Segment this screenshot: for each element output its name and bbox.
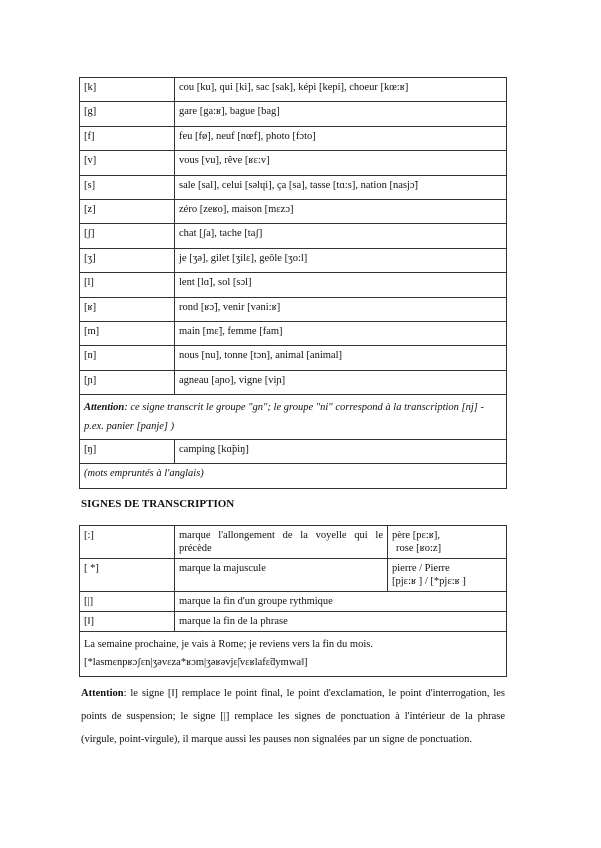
phoneme-examples: lent [lɑ̃], sol [sɔl] <box>175 273 507 297</box>
phoneme-examples: agneau [aɲo], vigne [viɲ] <box>175 370 507 394</box>
phoneme-examples: nous [nu], tonne [tɔn], animal [animal] <box>175 346 507 370</box>
attention-row <box>80 395 507 440</box>
attention-note <box>80 395 507 440</box>
borrowed-words-note: (mots empruntés à l'anglais) <box>80 464 507 488</box>
attention-note-text: : ce signe transcrit le groupe "gn"; le groupe "ni" correspond à la transcription [nj] - p.ex. panier [panje] ) <box>84 402 484 433</box>
sign-description: marque la majuscule <box>175 559 388 592</box>
phoneme-examples: sale [sal], celui [səlɥi], ça [sa], tasse [tɑ:s], nation [nasjɔ̃] <box>175 175 507 199</box>
phoneme-symbol: [l] <box>80 273 175 297</box>
phonetic-row <box>80 370 507 394</box>
phoneme-examples: gare [ga:ʁ], bague [bag] <box>175 102 507 126</box>
phoneme-symbol: [k] <box>80 78 175 102</box>
sign-example <box>388 526 507 559</box>
section-title: SIGNES DE TRANSCRIPTION <box>81 498 235 510</box>
phonetic-row <box>80 224 507 248</box>
attention-text: : le signe [‖] remplace le point final, le point d'exclamation, le point d'interrogation, les points de suspension; le signe [|] remplace les signes de ponctuation à l'intérieur de la phrase (virgule, point-virgule), il marque aussi les pauses non signalées par un signe de ponctuation. <box>81 688 505 745</box>
phonetic-row <box>80 175 507 199</box>
sign-example-line: rose [ʁo:z] <box>396 543 442 554</box>
sign-row <box>80 592 507 612</box>
phoneme-symbol: [s] <box>80 175 175 199</box>
sign-description: marque la fin de la phrase <box>175 612 507 632</box>
sign-description: marque la fin d'un groupe rythmique <box>175 592 507 612</box>
phonetic-row <box>80 346 507 370</box>
phoneme-examples: chat [ʃa], tache [taʃ] <box>175 224 507 248</box>
phoneme-examples: camping [kɑ̃piŋ] <box>175 440 507 464</box>
attention-paragraph <box>81 682 505 751</box>
example-sentence <box>80 632 507 677</box>
phonetic-row <box>80 126 507 150</box>
sign-example <box>388 559 507 592</box>
sign-row <box>80 559 507 592</box>
phoneme-symbol: [f] <box>80 126 175 150</box>
sign-symbol: [:] <box>80 526 175 559</box>
phoneme-examples: rond [ʁɔ̃], venir [vəni:ʁ] <box>175 297 507 321</box>
phoneme-examples: cou [ku], qui [ki], sac [sak], képi [kepi], choeur [kœ:ʁ] <box>175 78 507 102</box>
phoneme-symbol: [ʒ] <box>80 248 175 272</box>
phoneme-symbol: [n] <box>80 346 175 370</box>
phoneme-symbol: [ɲ] <box>80 370 175 394</box>
phonetic-row <box>80 199 507 223</box>
sign-symbol: [|] <box>80 592 175 612</box>
attention-label: Attention <box>81 688 124 699</box>
sign-row <box>80 612 507 632</box>
sign-example-line: pierre / Pierre <box>392 563 450 574</box>
phoneme-examples: je [ʒə], gilet [ʒilɛ], geôle [ʒo:l] <box>175 248 507 272</box>
phoneme-symbol: [m] <box>80 321 175 345</box>
sign-row <box>80 526 507 559</box>
sign-example-line: père [pɛ:ʁ], <box>392 530 441 541</box>
phonetic-row <box>80 102 507 126</box>
phoneme-examples: main [mɛ̃], femme [fam] <box>175 321 507 345</box>
phoneme-symbol: [z] <box>80 199 175 223</box>
attention-note-label: Attention <box>84 402 125 414</box>
phonetic-row <box>80 321 507 345</box>
phoneme-symbol: [g] <box>80 102 175 126</box>
phoneme-examples: vous [vu], rêve [ʁɛ:v] <box>175 151 507 175</box>
phoneme-symbol: [ʃ] <box>80 224 175 248</box>
sign-example-line: [pjɛ:ʁ ] / [*pjɛ:ʁ ] <box>392 576 466 587</box>
phoneme-symbol: [ʁ] <box>80 297 175 321</box>
sign-description: marque l'allongement de la voyelle qui le précède <box>175 526 388 559</box>
phonetic-row <box>80 151 507 175</box>
phoneme-symbol: [ŋ] <box>80 440 175 464</box>
example-sentence-row <box>80 632 507 677</box>
phoneme-examples: feu [fø], neuf [nœf], photo [fɔto] <box>175 126 507 150</box>
phonetic-row <box>80 440 507 464</box>
phonetic-row <box>80 78 507 102</box>
phoneme-symbol: [v] <box>80 151 175 175</box>
phoneme-examples: zéro [zeʁo], maison [mɛzɔ] <box>175 199 507 223</box>
sentence-transcription: [*lasmɛnpʁɔʃɛn|ʒəvɛza*ʁɔm|ʒəʁəvjɛ̃|vɛʁlafɛ̃dymwa‖] <box>84 657 308 668</box>
sign-symbol: [‖] <box>80 612 175 632</box>
sign-symbol: [ *] <box>80 559 175 592</box>
phonetic-row <box>80 297 507 321</box>
borrowed-words-note-row <box>80 464 507 488</box>
phonetic-row <box>80 248 507 272</box>
phonetic-row <box>80 273 507 297</box>
sentence-french: La semaine prochaine, je vais à Rome; je reviens vers la fin du mois. <box>84 639 373 650</box>
phonetic-table <box>79 77 507 489</box>
transcription-signs-table <box>79 525 507 677</box>
